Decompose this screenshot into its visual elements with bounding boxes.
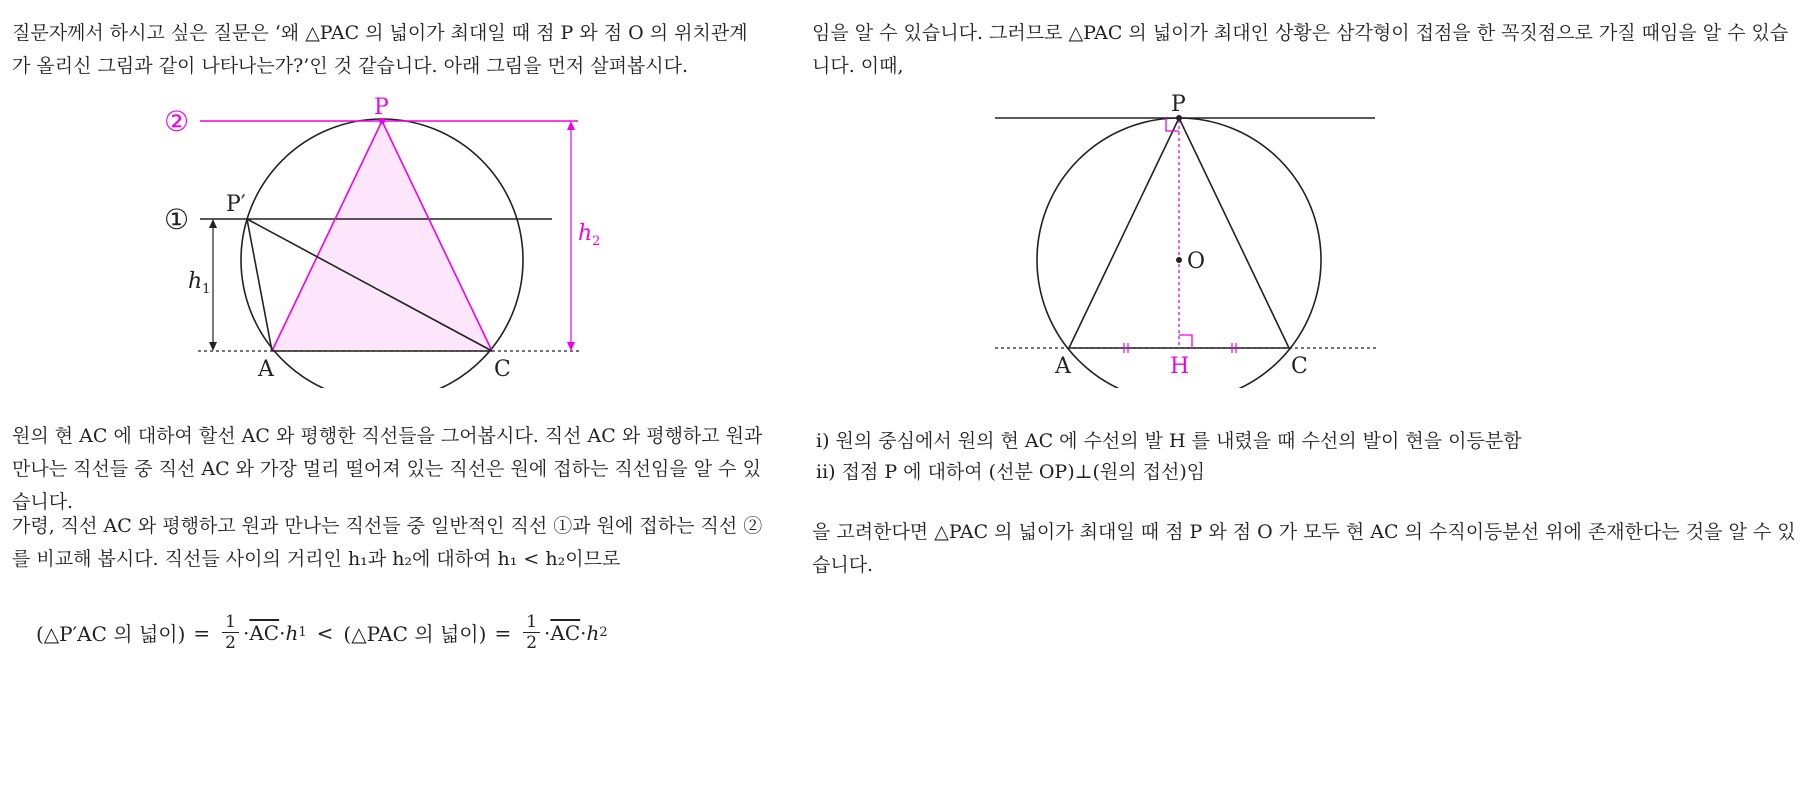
label-p: P <box>374 95 389 120</box>
formula-half-1 <box>222 612 239 653</box>
label-line-1: ① <box>164 203 190 236</box>
right-intro-paragraph: 임을 알 수 있습니다. 그러므로 △PAC 의 넓이가 최대인 상황은 삼각형이 접점을 한 꼭짓점으로 가질 때임을 알 수 있습니다. 이때, <box>812 22 1789 77</box>
frac-denominator: 2 <box>526 633 538 653</box>
label-line-2: ② <box>164 105 190 138</box>
formula-eq-2: = <box>494 620 512 645</box>
label-h2: $h_2$ <box>578 221 600 249</box>
right-item-2: ⅱ) 접점 P 에 대하여 (선분 OP)⊥(원의 접선)임 <box>816 461 1206 483</box>
h1-arrowhead-top <box>209 219 217 228</box>
formula-eq-1: = <box>193 620 211 645</box>
formula-h2-sub: 2 <box>599 625 608 640</box>
label-h1: $h_1$ <box>188 269 211 297</box>
right-angle-mark-h <box>1179 335 1192 348</box>
h2-arrowhead-top <box>567 121 575 130</box>
formula-dot: · <box>580 620 587 645</box>
h1-arrowhead-bottom <box>209 342 217 351</box>
label-h: H <box>1170 354 1190 379</box>
formula-lt: < <box>316 620 334 645</box>
h2-arrowhead-bottom <box>567 342 575 351</box>
formula-rhs: (△PAC 의 넓이) <box>343 622 487 646</box>
left-intro-paragraph: 질문자께서 하시고 싶은 질문은 ‘왜 △PAC 의 넓이가 최대일 때 점 P 와 점 O 의 위치관계가 올리신 그림과 같이 나타나는가?’인 것 같습니다. 아래 그림을 먼저 살펴봅시다. <box>12 22 748 77</box>
formula-lhs: (△P′AC 의 넓이) <box>36 622 186 646</box>
formula-half-2 <box>523 612 540 653</box>
point-o <box>1176 257 1182 263</box>
formula-dot: · <box>243 620 250 645</box>
formula-h2: h <box>586 620 600 645</box>
label-p-prime: P′ <box>226 192 246 217</box>
left-paragraph-3: 가령, 직선 AC 와 평행하고 원과 만나는 직선들 중 일반적인 직선 ①과 원에 접하는 직선 ②를 비교해 봅시다. 직선들 사이의 거리인 h₁과 h₂에 대하여 h₁ < h₂이므로 <box>12 515 763 570</box>
label-a: A <box>258 357 274 382</box>
right-conclusion: 을 고려한다면 △PAC 의 넓이가 최대일 때 점 P 와 점 O 가 모두 현 AC 의 수직이등분선 위에 존재한다는 것을 알 수 있습니다. <box>812 521 1796 576</box>
formula-h1: h <box>285 620 299 645</box>
frac-numerator: 1 <box>523 612 540 633</box>
label-c: C <box>494 357 511 382</box>
label-a: A <box>1055 354 1071 379</box>
frac-denominator: 2 <box>225 633 236 653</box>
area-comparison-formula <box>36 612 608 653</box>
label-o: O <box>1187 249 1206 274</box>
label-c: C <box>1291 354 1308 379</box>
label-p: P <box>1171 92 1186 117</box>
frac-numerator: 1 <box>222 612 239 633</box>
triangle-pac-fill <box>272 121 492 351</box>
segment-ac: $\overline{AC}$ <box>550 620 581 645</box>
formula-dot: · <box>279 620 286 645</box>
formula-dot: · <box>544 620 551 645</box>
segment-ac: $\overline{AC}$ <box>249 620 280 645</box>
right-figure <box>990 88 1380 388</box>
formula-h1-sub: 1 <box>298 625 307 640</box>
left-paragraph-2: 원의 현 AC 에 대하여 할선 AC 와 평행한 직선들을 그어봅시다. 직선 AC 와 평행하고 원과 만나는 직선들 중 직선 AC 와 가장 멀리 떨어져 있는 직선은 원에 접하는 직선임을 알 수 있습니다. <box>12 425 763 513</box>
left-figure <box>150 88 600 388</box>
right-item-1: ⅰ) 원의 중심에서 원의 현 AC 에 수선의 발 H 를 내렸을 때 수선의 발이 현을 이등분함 <box>816 430 1522 452</box>
